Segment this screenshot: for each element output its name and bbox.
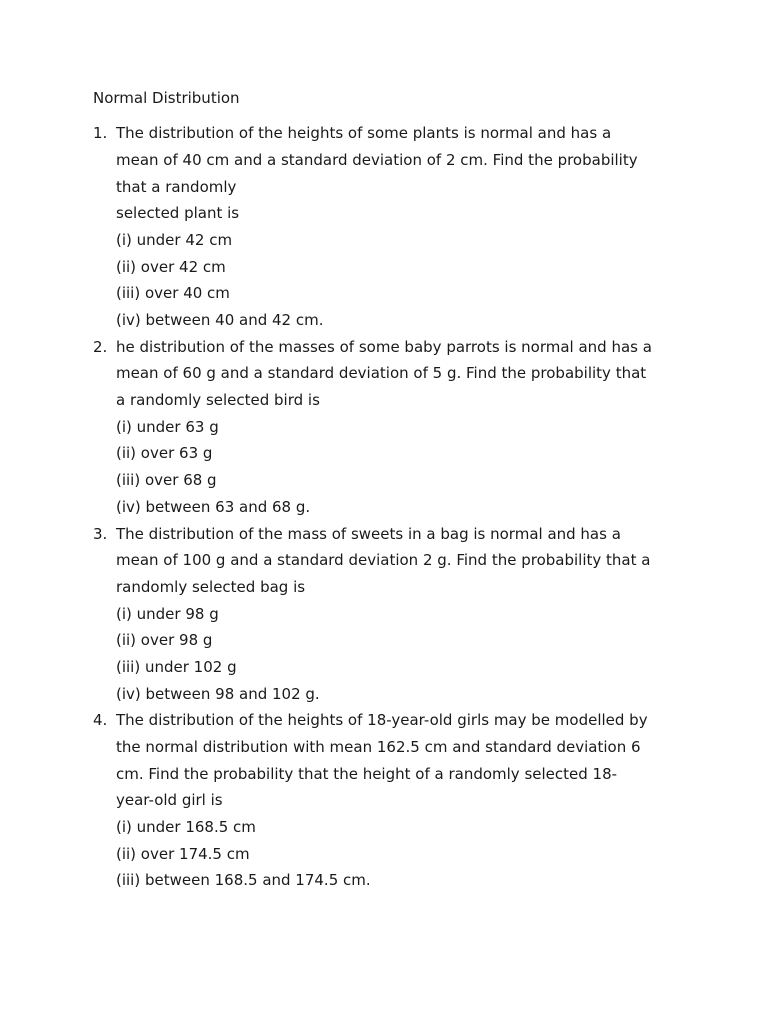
question-line: year-old girl is <box>116 791 223 810</box>
question-part: (i) under 63 g <box>116 417 219 436</box>
question-number: 2. <box>93 337 108 356</box>
question-part: (iii) over 68 g <box>116 471 217 490</box>
question-line: The distribution of the heights of 18-year-old girls may be modelled by <box>116 711 648 730</box>
question-number: 1. <box>93 124 108 143</box>
document-page <box>93 85 683 894</box>
document-title: Normal Distribution <box>93 89 240 107</box>
question-line: that a randomly <box>116 177 237 196</box>
question-part: (ii) over 42 cm <box>116 257 226 276</box>
question-2 <box>93 334 683 521</box>
question-part: (i) under 98 g <box>116 604 219 623</box>
question-line: cm. Find the probability that the height of a randomly selected 18- <box>116 764 618 783</box>
question-line: mean of 60 g and a standard deviation of 5 g. Find the probability that <box>116 364 647 383</box>
question-line: The distribution of the heights of some plants is normal and has a <box>116 124 612 143</box>
question-part: (i) under 42 cm <box>116 230 233 249</box>
question-line: randomly selected bag is <box>116 577 306 596</box>
question-1 <box>93 120 683 334</box>
question-line: he distribution of the masses of some baby parrots is normal and has a <box>116 337 652 356</box>
question-part: (iii) under 102 g <box>116 657 237 676</box>
question-line: a randomly selected bird is <box>116 391 320 410</box>
question-part: (iv) between 40 and 42 cm. <box>116 311 324 329</box>
question-part: (i) under 168.5 cm <box>116 818 256 837</box>
question-line: mean of 100 g and a standard deviation 2 g. Find the probability that a <box>116 551 651 570</box>
question-number: 4. <box>93 711 108 730</box>
question-part: (iv) between 98 and 102 g. <box>116 684 320 703</box>
question-number: 3. <box>93 524 108 543</box>
question-part: (ii) over 174.5 cm <box>116 844 250 863</box>
question-line: mean of 40 cm and a standard deviation of 2 cm. Find the probability <box>116 150 638 169</box>
question-part: (iv) between 63 and 68 g. <box>116 497 311 516</box>
question-part: (ii) over 63 g <box>116 444 213 463</box>
question-4 <box>93 707 683 894</box>
question-part: (iii) over 40 cm <box>116 284 230 303</box>
question-3 <box>93 521 683 708</box>
question-line: the normal distribution with mean 162.5 cm and standard deviation 6 <box>116 738 641 756</box>
question-line: The distribution of the mass of sweets in a bag is normal and has a <box>116 524 621 543</box>
question-line: selected plant is <box>116 204 240 223</box>
question-part: (iii) between 168.5 and 174.5 cm. <box>116 871 371 890</box>
question-part: (ii) over 98 g <box>116 631 213 650</box>
